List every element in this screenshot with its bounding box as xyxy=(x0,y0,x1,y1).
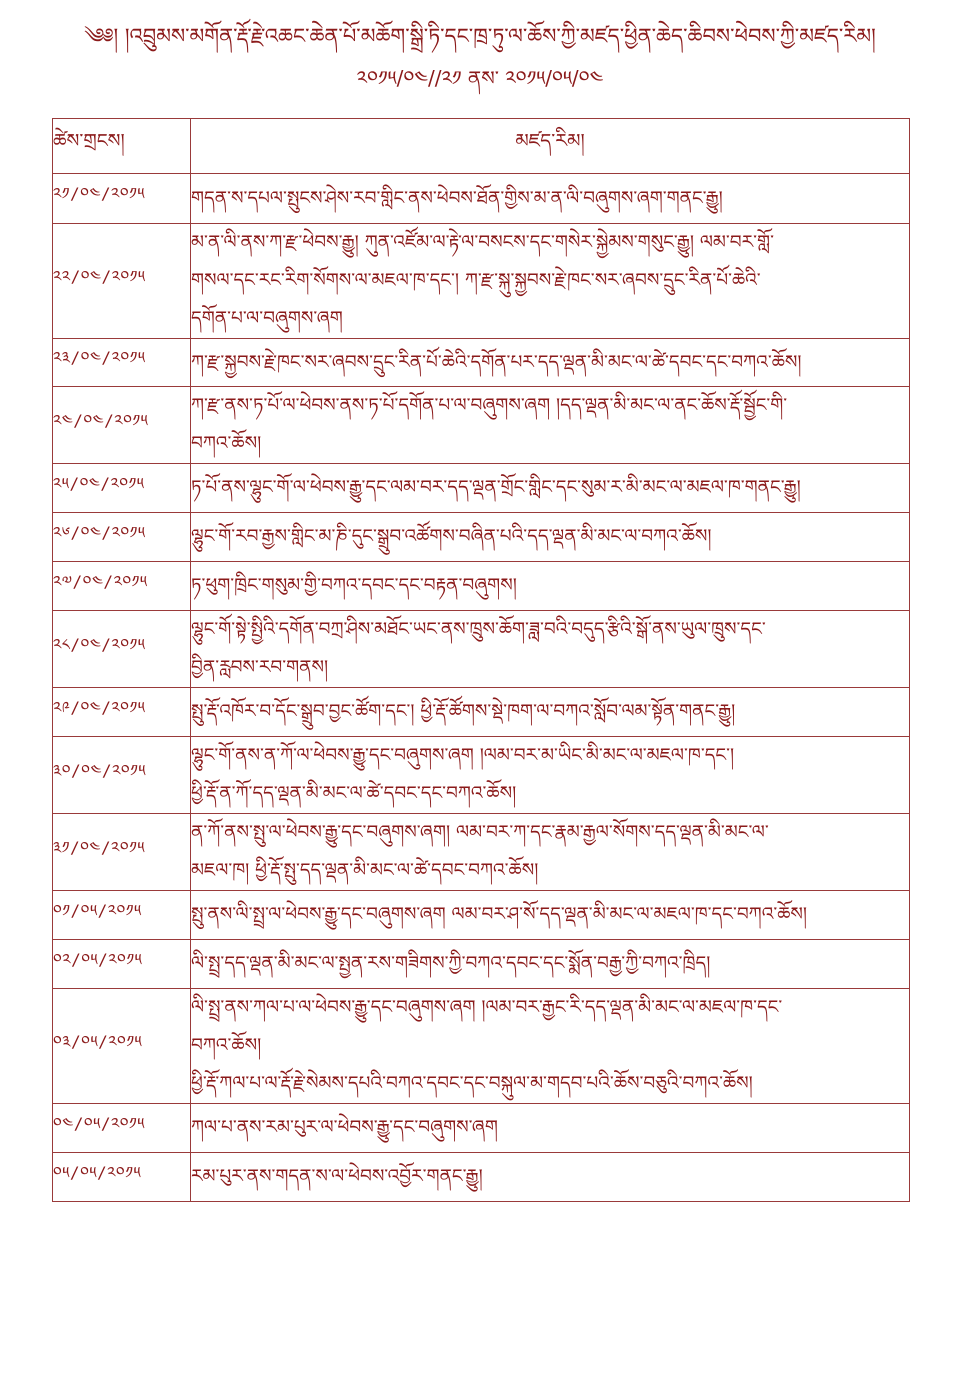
row-date: ༢༣/༠༤/༢༠༡༥ xyxy=(53,339,191,387)
row-date: ༠༢/༠༥/༢༠༡༥ xyxy=(53,940,191,989)
row-description xyxy=(191,387,910,464)
row-date: ༢༥/༠༤/༢༠༡༥ xyxy=(53,464,191,513)
description-line: དགོན་པ་ལ་བཞུགས་ཞག xyxy=(191,308,343,329)
schedule-table xyxy=(52,118,910,1202)
description-line: གདན་ས་དཔལ་སྤུངས་ཤེས་རབ་གླིང་ནས་ཕེབས་ཐོན་གྱིས་མ་ན་ལི་བཞུགས་ཞག་གནང་རྒྱུ། xyxy=(191,187,723,209)
description-line: ལྷུང་གོ་སྟེ་སྤྱིའི་དགོན་བཀྲ་ཤིས་མཐོང་ཡང་ནས་ཁྲུས་ཆོག་ཟླ་བའི་བདུད་རྩིའི་སྒོ་ནས་ཡུལ་ཁྲུས་དང་ xyxy=(191,619,766,640)
table-row xyxy=(53,464,910,513)
row-description xyxy=(191,1104,910,1153)
description-line: ལྷུང་གོ་རབ་རྒྱས་གླིང་མ་ཎི་དུང་སྒྲུབ་འཚོགས་བཞིན་པའི་དད་ལྡན་མི་མང་ལ་བཀའ་ཆོས། xyxy=(191,526,712,547)
row-description xyxy=(191,562,910,611)
row-description xyxy=(191,174,910,224)
row-description xyxy=(191,891,910,940)
table-row xyxy=(53,1104,910,1153)
row-date: ༠༥/༠༥/༢༠༡༥ xyxy=(53,1153,191,1202)
row-date: ༢༢/༠༤/༢༠༡༥ xyxy=(53,224,191,339)
row-date: ༢༨/༠༤/༢༠༡༥ xyxy=(53,611,191,688)
description-line: མཇལ་ཁ། ཕྱི་རྡོ་སྤུ་དད་ལྡན་མི་མང་ལ་ཚེ་དབང་བཀའ་ཆོས། xyxy=(191,860,539,881)
table-row xyxy=(53,339,910,387)
description-line: རམ་པུར་ནས་གདན་ས་ལ་ཕེབས་འབྱོར་གནང་རྒྱུ། xyxy=(191,1166,483,1187)
description-line: ཏ་ཕུག་ཁྲིང་གསུམ་གྱི་བཀའ་དབང་དང་བརྟན་བཞུགས། xyxy=(191,575,517,596)
description-line: མ་ན་ལི་ནས་ཀ་རྫ་ཕེབས་རྒྱུ། ཀུན་འཛོམ་ལ་རྟེ་ལ་བསངས་དང་གསེར་སྐྱེམས་གསུང་རྒྱུ། ལམ་བར་གློ་ xyxy=(191,232,774,253)
table-row xyxy=(53,224,910,339)
description-line: ཀལ་པ་ནས་རམ་པུར་ལ་ཕེབས་རྒྱུ་དང་བཞུགས་ཞག xyxy=(191,1117,498,1138)
row-date: ༠༤/༠༥/༢༠༡༥ xyxy=(53,1104,191,1153)
table-row xyxy=(53,562,910,611)
table-row xyxy=(53,513,910,562)
row-description xyxy=(191,339,910,387)
description-line: ཏ་པོ་ནས་ལྷུང་གོ་ལ་ཕེབས་རྒྱུ་དང་ལམ་བར་དད་ལྡན་གྲོང་གླིང་དང་སུམ་ར་མི་མང་ལ་མཇལ་ཁ་གནང་རྒྱུ། xyxy=(191,477,801,498)
description-line: ན་ཀོ་ནས་སྤུ་ལ་ཕེབས་རྒྱུ་དང་བཞུགས་ཞག། ལམ་བར་ཀ་དང་རྣམ་རྒྱལ་སོགས་དད་ལྡན་མི་མང་ལ་ xyxy=(191,822,769,843)
row-date: ༣༠/༠༤/༢༠༡༥ xyxy=(53,737,191,814)
row-date: ༢༧/༠༤/༢༠༡༥ xyxy=(53,562,191,611)
description-line: ཕྱི་རྡོ་ཀལ་པ་ལ་རྡོ་རྗེ་སེམས་དཔའི་བཀའ་དབང་དང་བསྐུལ་མ་གདབ་པའི་ཆོས་བཅུའི་བཀའ་ཆོས། xyxy=(191,1073,753,1094)
row-description xyxy=(191,737,910,814)
description-line: བྱིན་རླབས་རབ་གནས། xyxy=(191,657,329,678)
row-date: ༢༤/༠༤/༢༠༡༥ xyxy=(53,387,191,464)
table-row xyxy=(53,387,910,464)
row-date: ༢༩/༠༤/༢༠༡༥ xyxy=(53,688,191,737)
row-description xyxy=(191,989,910,1104)
description-line: ལི་སྤྲ་ནས་ཀལ་པ་ལ་ཕེབས་རྒྱུ་དང་བཞུགས་ཞག །ལམ་བར་རྒྱང་རི་དད་ལྡན་མི་མང་ལ་མཇལ་ཁ་དང་ xyxy=(191,997,783,1018)
program-column-header: མཛད་རིམ། xyxy=(191,119,910,174)
row-date: ༠༣/༠༥/༢༠༡༥ xyxy=(53,989,191,1104)
row-description xyxy=(191,814,910,891)
table-row xyxy=(53,940,910,989)
table-row xyxy=(53,611,910,688)
row-date: ༣༡/༠༤/༢༠༡༥ xyxy=(53,814,191,891)
row-description xyxy=(191,1153,910,1202)
row-description xyxy=(191,688,910,737)
table-header-row xyxy=(53,119,910,174)
description-line: ཀ་རྫ་སྐྱབས་རྗེ་ཁང་སར་ཞབས་དྲུང་རིན་པོ་ཆེའི་དགོན་པར་དད་ལྡན་མི་མང་ལ་ཚེ་དབང་དང་བཀའ་ཆོས། xyxy=(191,351,802,373)
table-row xyxy=(53,989,910,1104)
row-description xyxy=(191,224,910,339)
description-line: ཀ་རྫ་ནས་ཏ་པོ་ལ་ཕེབས་ནས་ཏ་པོ་དགོན་པ་ལ་བཞུགས་ཞག །དད་ལྡན་མི་མང་ལ་ནང་ཆོས་རྡོ་སྦྱོང་གི་ xyxy=(191,395,788,416)
description-line: བཀའ་ཆོས། xyxy=(191,433,262,454)
row-description xyxy=(191,464,910,513)
row-description xyxy=(191,513,910,562)
page-title: ༄༅། །འབྲུམས་མགོན་རྡོ་རྗེ་འཆང་ཆེན་པོ་མཆོག་སྒྲི་ཏི་དང་ཁྲ་ཏུ་ལ་ཆོས་ཀྱི་མཛད་ཕྱིན་ཆེད་ཆིབས་ཕེབས་ཀྱི་མཛད་རིམ། xyxy=(84,24,876,48)
description-line: བཀའ་ཆོས། xyxy=(191,1035,262,1056)
description-line: སྤུ་རྡོ་འཁོར་བ་དོང་སྒྲུབ་བྱང་ཚོག་དང་། ཕྱི་རྡོ་ཚོགས་སྡེ་ཁག་ལ་བཀའ་སློབ་ལམ་སྟོན་གནང་རྒྱུ། xyxy=(191,701,736,722)
table-row xyxy=(53,891,910,940)
description-line: གསལ་དང་རང་རིག་སོགས་ལ་མཇལ་ཁ་དང་། ཀ་རྫ་སྐུ་སྐྱབས་རྗེ་ཁང་སར་ཞབས་དྲུང་རིན་པོ་ཆེའི་ xyxy=(191,270,761,291)
row-description xyxy=(191,940,910,989)
row-date: ༢༦/༠༤/༢༠༡༥ xyxy=(53,513,191,562)
date-column-header: ཚེས་གྲངས། xyxy=(53,119,191,174)
table-row xyxy=(53,737,910,814)
row-date: ༢༡/༠༤/༢༠༡༥ xyxy=(53,174,191,224)
description-line: ལི་སྤྲ་དད་ལྡན་མི་མང་ལ་སྤྱན་རས་གཟིགས་ཀྱི་བཀའ་དབང་དང་སྨོན་བརྒྱ་ཀྱི་བཀའ་ཁྲིད། xyxy=(191,953,711,974)
row-date: ༠༡/༠༥/༢༠༡༥ xyxy=(53,891,191,940)
table-row xyxy=(53,174,910,224)
table-row xyxy=(53,814,910,891)
description-line: སྤུ་ནས་ལི་སྤྲ་ལ་ཕེབས་རྒྱུ་དང་བཞུགས་ཞག ལམ་བར་ཤ་སོ་དད་ལྡན་མི་མང་ལ་མཇལ་ཁ་དང་བཀའ་ཆོས། xyxy=(191,904,808,925)
date-range: ༢༠༡༥/༠༤//༢༡ ནས་ ༢༠༡༥/༠༥/༠༤ xyxy=(356,66,604,90)
table-row xyxy=(53,1153,910,1202)
row-description xyxy=(191,611,910,688)
description-line: ཕྱི་རྡོ་ན་ཀོ་དད་ལྡན་མི་མང་ལ་ཚེ་དབང་དང་བཀའ་ཆོས། xyxy=(191,783,517,804)
table-row xyxy=(53,688,910,737)
description-line: ལྷུང་གོ་ནས་ན་ཀོ་ལ་ཕེབས་རྒྱུ་དང་བཞུགས་ཞག །ལམ་བར་མ་ཡིང་མི་མང་ལ་མཇལ་ཁ་དང་། xyxy=(191,745,735,766)
